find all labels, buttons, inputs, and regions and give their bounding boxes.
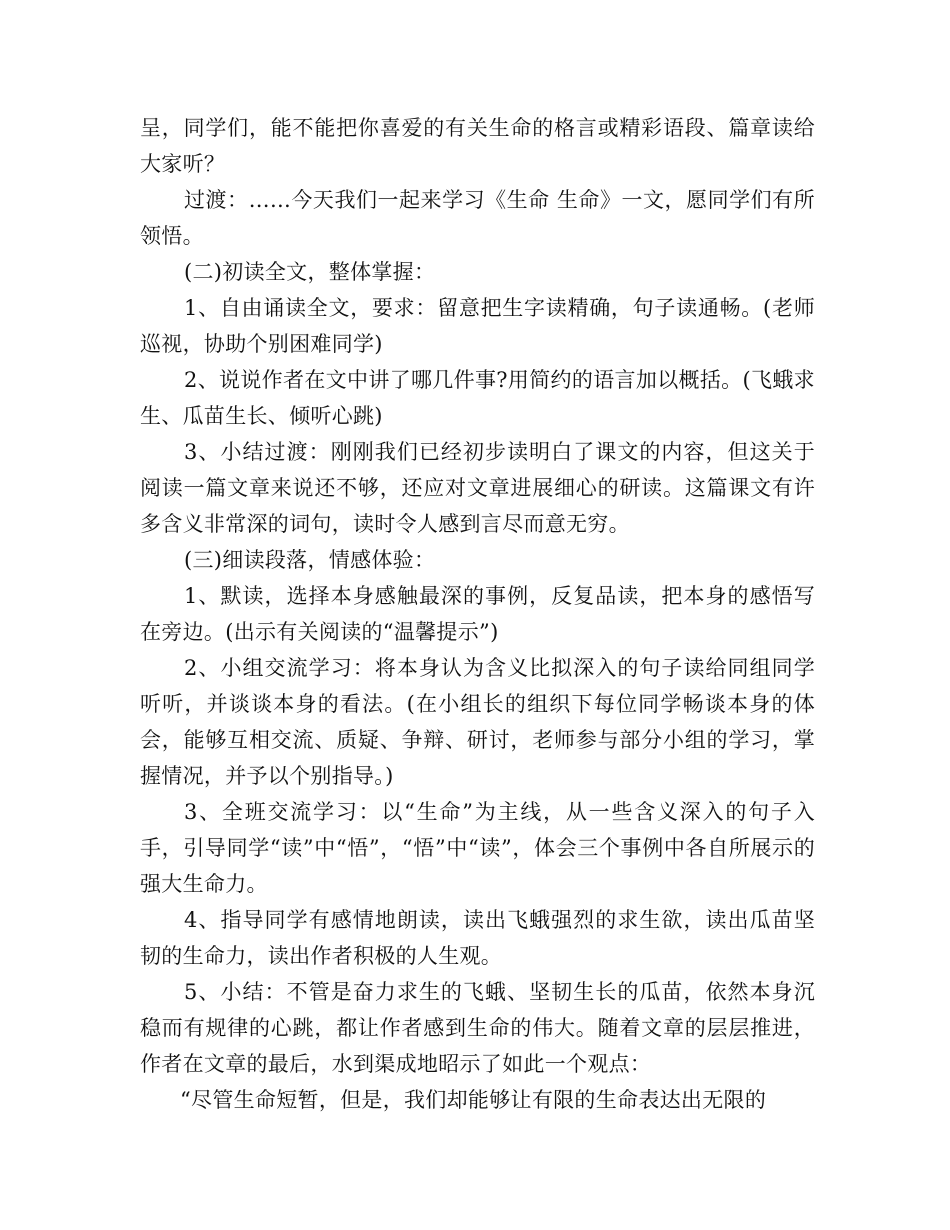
paragraph: 4、指导同学有感情地朗读，读出飞蛾强烈的求生欲，读出瓜苗坚韧的生命力，读出作者积极的人生观。 — [140, 908, 815, 968]
paragraph: 过渡：……今天我们一起来学习《生命 生命》一文，愿同学们有所领悟。 — [140, 188, 815, 248]
paragraph: 3、小结过渡：刚刚我们已经初步读明白了课文的内容，但这关于阅读一篇文章来说还不够，还应对文章进展细心的研读。这篇课文有许多含义非常深的词句，读时令人感到言尽而意无穷。 — [140, 440, 815, 536]
paragraph: 1、自由诵读全文，要求：留意把生字读精确，句子读通畅。(老师巡视，协助个别困难同学) — [140, 296, 815, 356]
paragraph: 5、小结：不管是奋力求生的飞蛾、坚韧生长的瓜苗，依然本身沉稳而有规律的心跳，都让作者感到生命的伟大。随着文章的层层推进，作者在文章的最后，水到渠成地昭示了如此一个观点： — [140, 980, 815, 1076]
paragraph: 2、小组交流学习：将本身认为含义比拟深入的句子读给同组同学听听，并谈谈本身的看法。(在小组长的组织下每位同学畅谈本身的体会，能够互相交流、质疑、争辩、研讨，老师参与部分小组的学习，掌握情况，并予以个别指导。) — [140, 656, 815, 788]
paragraph: 2、说说作者在文中讲了哪几件事?用简约的语言加以概括。(飞蛾求生、瓜苗生长、倾听心跳) — [140, 368, 815, 428]
section-heading: (二)初读全文，整体掌握： — [184, 260, 436, 284]
section-heading: (三)细读段落，情感体验： — [184, 548, 436, 572]
paragraph: 呈，同学们，能不能把你喜爱的有关生命的格言或精彩语段、篇章读给大家听？ — [140, 116, 815, 176]
paragraph: 3、全班交流学习：以“生命”为主线，从一些含义深入的句子入手，引导同学“读”中“悟”，“悟”中“读”，体会三个事例中各自所展示的强大生命力。 — [140, 800, 815, 896]
paragraph: 1、默读，选择本身感触最深的事例，反复品读，把本身的感悟写在旁边。(出示有关阅读的“温馨提示”) — [140, 584, 815, 644]
document-body — [140, 110, 815, 1118]
quote-paragraph: “尽管生命短暂，但是，我们却能够让有限的生命表达出无限的 — [180, 1088, 767, 1112]
